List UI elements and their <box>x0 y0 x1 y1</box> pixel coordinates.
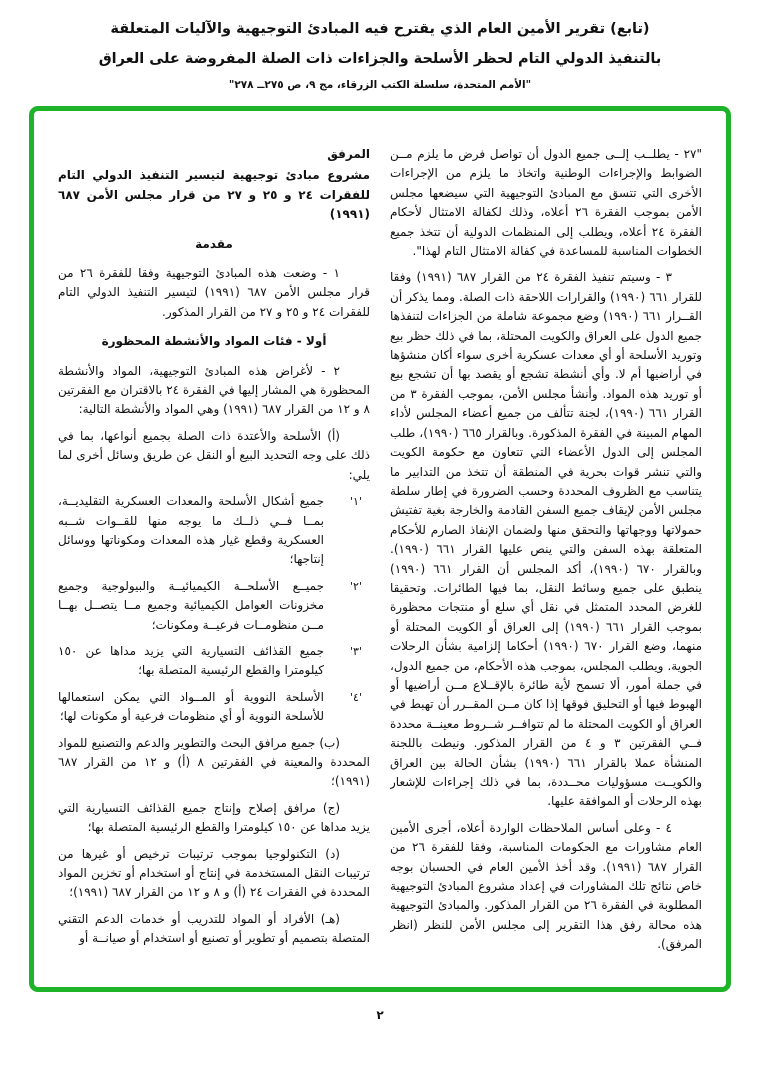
green-border-frame <box>29 106 731 992</box>
section-heading: مشروع مبادئ توجيهية لتيسير التنفيذ الدولي التام للفقرات ٢٤ و ٢٥ و ٢٧ من قرار مجلس الأمن ٦٨٧ (١٩٩١) <box>58 168 370 222</box>
paragraph: ٢ - لأغراض هذه المبادئ التوجيهية، المواد والأنشطة المحظورة هي المشار إليها في الفقرة ٢٤ بالاقتران مع الفقرتين ٨ و ١٢ من القرار ٦٨٧ (١٩٩١) وهي المواد والأنشطة التالية: <box>58 363 370 417</box>
section-heading: مقدمة <box>195 236 233 251</box>
section-heading: أولا - فئات المواد والأنشطة المحظورة <box>101 334 327 349</box>
list-item-marker: '٤' <box>350 690 362 704</box>
column-main-text <box>390 145 702 987</box>
paragraph: (د) التكنولوجيا بموجب ترتيبات ترخيص أو غيرها من ترتيبات النقل المستخدمة في إنتاج أو استخدام أو تخزين المواد المحددة في الفقرات ٢٤ (أ) و ٨ و ١٢ من القرار ٦٨٧ (١٩٩١)؛ <box>58 846 370 900</box>
list-item-marker: '١' <box>350 495 362 509</box>
section-heading: المرفق <box>327 147 370 161</box>
list-item <box>58 688 370 727</box>
list-item <box>58 577 370 635</box>
list-item-marker: '٢' <box>350 579 362 593</box>
page-number: ٢ <box>376 1008 384 1022</box>
list-item-text: جميع أشكال الأسلحة والمعدات العسكرية التقليديــة، بمــا فــي ذلــك ما يوجه منها للقــوات شــبه العسكرية وقطع غيار هذه المعدات ومكوناتها ووسائل إنتاجها؛ <box>58 494 324 567</box>
paragraph: (ب) جميع مرافق البحث والتطوير والدعم والتصنيع للمواد المحددة والمعينة في الفقرتين ٨ (أ) و ١٢ من القرار ٦٨٧ (١٩٩١)؛ <box>58 735 370 789</box>
paragraph: (ج) مرافق إصلاح وإنتاج جميع القذائف التسيارية التي يزيد مداها عن ١٥٠ كيلومترا والقطع الرئيسية المتصلة بها؛ <box>58 800 370 835</box>
paragraph: (هـ) الأفراد أو المواد للتدريب أو خدمات الدعم التقني المتصلة بتصميم أو تطوير أو تصنيع أو استخدام أو صيانــة أو <box>58 911 370 946</box>
list-item <box>58 642 370 681</box>
header-source-citation: "الأمم المتحدة، سلسلة الكتب الزرقاء، مج ٩، ص ٢٧٥ــ ٢٧٨" <box>228 79 532 91</box>
list-item-text: جميع القذائف التسيارية التي يزيد مداها عن ١٥٠ كيلومترا والقطع الرئيسية المتصلة بها؛ <box>58 643 324 678</box>
header-title-line-2: بالتنفيذ الدولي التام لحظر الأسلحة والجزاءات ذات الصلة المفروضة على العراق <box>98 51 662 67</box>
list-item <box>58 492 370 570</box>
list-item-text: جميــع الأسلحــة الكيميائيــة والبيولوجية وجميع مخزونات العوامل الكيميائية وجميع مــا يتصــل بهــا مــن منظومــات فرعيــة ومكونات؛ <box>58 578 324 632</box>
list-item-text: الأسلحة النووية أو المــواد التي يمكن استعمالها للأسلحة النووية أو أي منظومات فرعية أو مكونات لها؛ <box>58 689 324 724</box>
header-title-line-1: (تابع) تقرير الأمين العام الذي يقترح فيه المبادئ التوجيهية والآليات المتعلقة <box>110 21 650 37</box>
paragraph: (أ) الأسلحة والأعتدة ذات الصلة بجميع أنواعها، بما في ذلك على وجه التحديد البيع أو النقل عن طريق وسائل أخرى لما يلي: <box>58 428 370 482</box>
two-column-layout <box>34 111 726 987</box>
paragraph: "٢٧ - يطلــب إلــى جميع الدول أن تواصل فرض ما يلزم مــن الضوابط والإجراءات الوطنية واتخاذ ما يلزم من الإجراءات الأخرى التي تتسق مع المبادئ التوجيهية التي سيضعها مجلس الأمن بموجب الفقرة ٢٦ أعلاه، وذلك لكفالة الامتثال لأحكام الفقرة ٢٤ أعلاه، ويطلب إلى المنظمات الدولية أن تتخذ جميع الخطوات المناسبة للمساعدة في كفالة الامتثال التام لهذا". <box>390 147 702 259</box>
paragraph: ٤ - وعلى أساس الملاحظات الواردة أعلاه، أجرى الأمين العام مشاورات مع الحكومات المناسبة، وفقا للفقرة ٢٦ من القرار ٦٨٧ (١٩٩١). وقد أخذ الأمين العام في الحسبان بوجه خاص نتائج تلك المشاورات في إعداد مشروع المبادئ التوجيهية المطلوبة في الفقرة ٢٦ من القرار المذكور. والمبادئ التوجيهية هذه محالة رفق هذا التقرير إلى مجلس الأمن للنظر (انظر المرفق). <box>390 820 702 952</box>
list-item-marker: '٣' <box>350 644 362 658</box>
paragraph: ٣ - وسيتم تنفيذ الفقرة ٢٤ من القرار ٦٨٧ (١٩٩١) وفقا للقرار ٦٦١ (١٩٩٠) والقرارات اللاحقة ذات الصلة. ومما يذكر أن القــرار ٦٦١ (١٩٩٠) وضع مجموعة شاملة من الجزاءات لتنفذها جميع الدول على العراق والكويت المحتلة، بما في ذلك حظر بيع وتوريد الأسلحة أو أي معدات عسكرية أخرى سواء أكان منشؤها في أراضيها أم لا. وأي أنشطة تشجع أو يقصد بها أن تشجع بيع أو توريد هذه المواد. وأنشأ مجلس الأمن، بموجب الفقرة ٣ من القرار ٦٦١ (١٩٩٠)، لجنة تتألف من جميع أعضاء المجلس لأداء المهام المبينة في الفقرة المذكورة. وبالقرار ٦٦٥ (١٩٩٠)، طلب المجلس إلى الدول الأعضاء التي تتعاون مع حكومة الكويت والتي تنشر قوات بحرية في المنطقة أن تتخذ من التدابير ما يتناسب مع الظروف المحددة وحسب الضرورة في إطار سلطة مجلس الأمن لإيقاف جميع السفن القادمة والخارجة بغية تفتيش حمولاتها ووجهاتها والتحقق منها ولضمان الإنفاذ الصارم للأحكام المتعلقة بهذه السفن والتي ينص عليها القرار ٦٦١ (١٩٩٠). وبالقرار ٦٧٠ (١٩٩٠)، أكد المجلس أن القرار ٦٦١ (١٩٩٠) ينطبق على جميع وسائط النقل، بما فيها الطائرات. وتحقيقا للغرض المحدد المتمثل في نقل أي سلع أو منتجات محظورة بموجب القرار ٦٦١ (١٩٩٠) إلى العراق أو الكويت المحتلة أو منهما، وضع القرار ٦٧٠ (١٩٩٠) أحكاما إلزامية بشأن الرحلات الجوية. ويطلب المجلس، بموجب هذه الأحكام، من جميع الدول، في جملة أمور، ألا تسمح لأية طائرة بالإقــلاع مــن أراضيها أو الهبوط فيها أو التحليق فوقها إذا كان مــن المقــرر أن تهبط في العراق أو الكويت المحتلة ما لم تتوافــر شــروط معينــة محددة فــي الفقرتين ٣ و ٤ من القرار المذكور. ونيطت باللجنة المنشأة عملا بالقرار ٦٦١ (١٩٩٠) بشأن الحالة بين العراق والكويــت مسؤوليات محــددة، بما في ذلك إجراءات للإشعار بهذه الرحلات أو الموافقة عليها. <box>390 270 702 809</box>
document-header <box>0 0 760 95</box>
paragraph: ١ - وضعت هذه المبادئ التوجيهية وفقا للفقرة ٢٦ من قرار مجلس الأمن ٦٨٧ (١٩٩١) لتيسير التنفيذ الدولي التام للفقرات ٢٤ و ٢٥ و ٢٧ من القرار المذكور. <box>58 266 370 319</box>
column-annex-text <box>58 145 370 987</box>
